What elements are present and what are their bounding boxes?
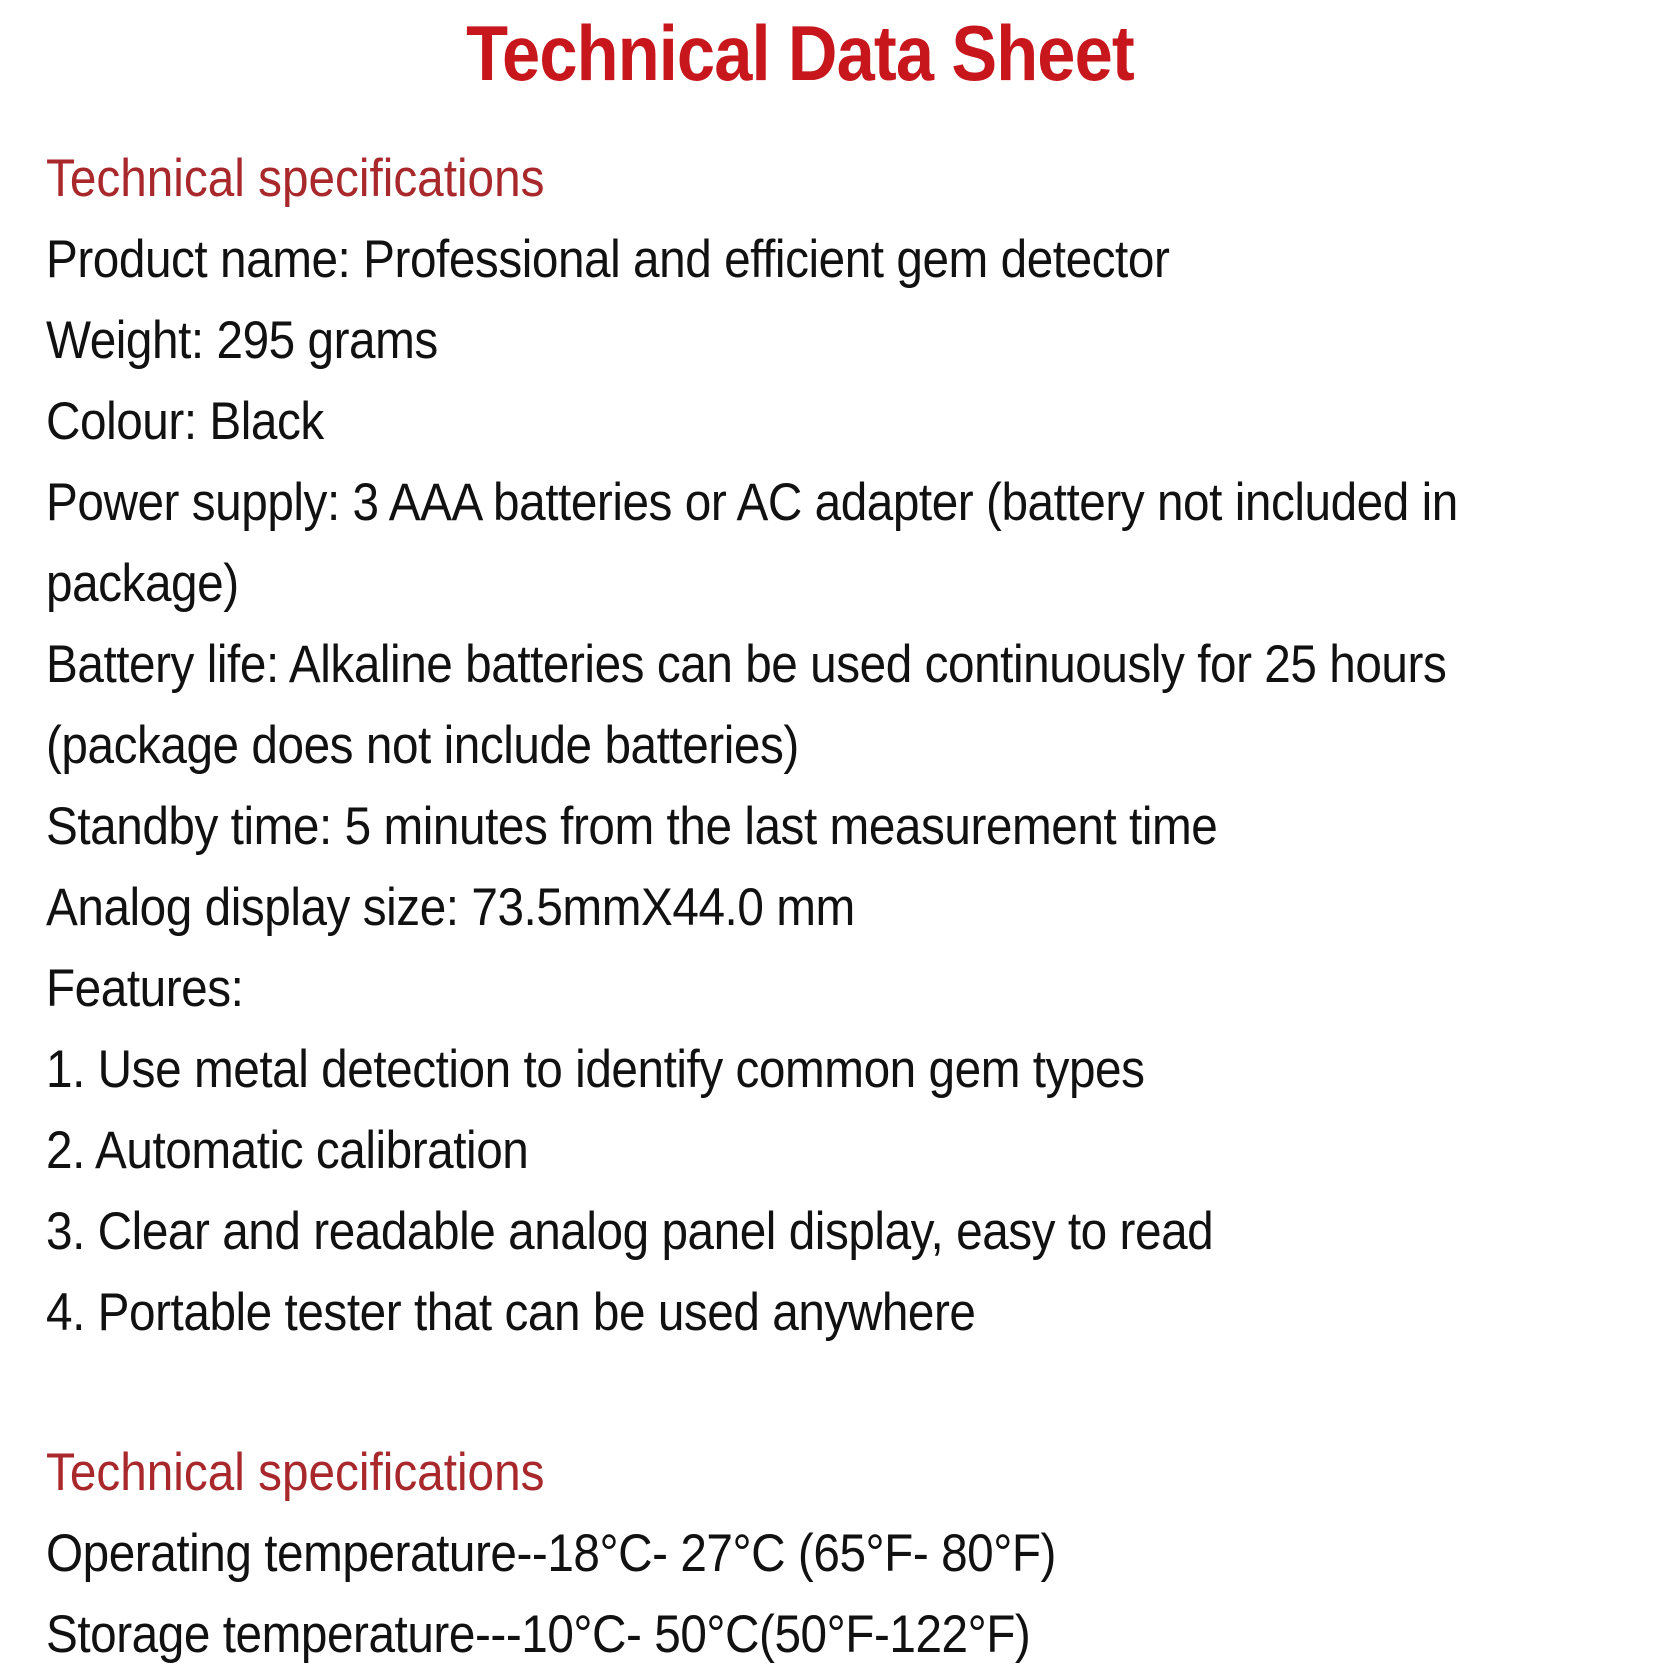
- spec-section-2: [46, 1432, 1606, 1675]
- section-heading: Technical specifications: [46, 1443, 545, 1502]
- spec-line-power-supply: Power supply: 3 AAA batteries or AC adapter (battery not included in: [46, 473, 1458, 532]
- section-heading: Technical specifications: [46, 149, 545, 208]
- feature-item-1: 1. Use metal detection to identify common gem types: [46, 1040, 1145, 1099]
- features-label: Features:: [46, 959, 244, 1018]
- feature-item-4: 4. Portable tester that can be used anywhere: [46, 1283, 976, 1342]
- spec-line-storage-temperature: Storage temperature---10°C- 50°C(50°F-122°F): [46, 1605, 1031, 1664]
- spec-line-display-size: Analog display size: 73.5mmX44.0 mm: [46, 878, 855, 937]
- page-title: Technical Data Sheet: [466, 9, 1134, 97]
- feature-item-2: 2. Automatic calibration: [46, 1121, 529, 1180]
- spec-line-battery-life-cont: (package does not include batteries): [46, 716, 799, 775]
- spec-line-colour: Colour: Black: [46, 392, 324, 451]
- spec-line-operating-temperature: Operating temperature--18°C- 27°C (65°F- 80°F): [46, 1524, 1056, 1583]
- spec-section-1: [46, 138, 1606, 1353]
- spec-line-power-supply-cont: package): [46, 554, 239, 613]
- spec-line-standby-time: Standby time: 5 minutes from the last measurement time: [46, 797, 1218, 856]
- spec-line-product-name: Product name: Professional and efficient gem detector: [46, 230, 1170, 289]
- spec-line-weight: Weight: 295 grams: [46, 311, 438, 370]
- spec-line-battery-life: Battery life: Alkaline batteries can be used continuously for 25 hours: [46, 635, 1447, 694]
- feature-item-3: 3. Clear and readable analog panel display, easy to read: [46, 1202, 1214, 1261]
